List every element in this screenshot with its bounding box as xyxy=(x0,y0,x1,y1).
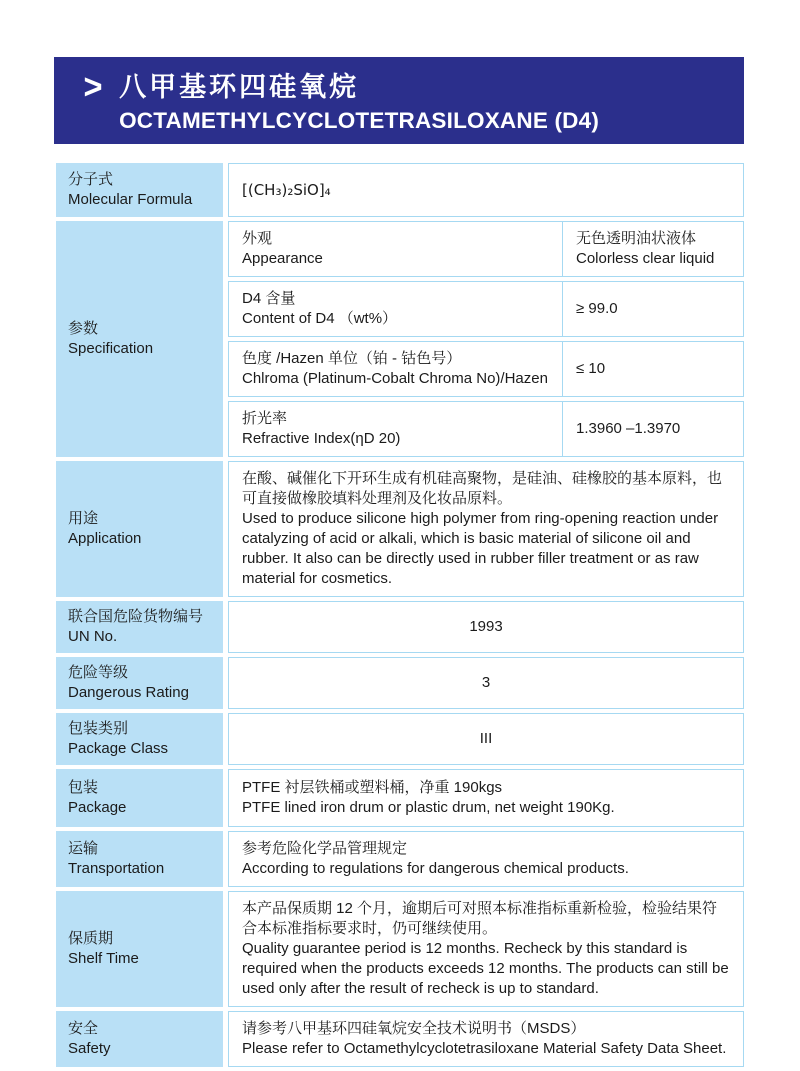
un-no-text: 1993 xyxy=(469,618,503,635)
product-title-banner xyxy=(54,57,744,144)
row-application xyxy=(56,461,744,597)
label-zh: 包装 xyxy=(68,779,99,796)
spec-name-chroma xyxy=(229,342,562,396)
transportation-text-zh: 参考危险化学品管理规定 xyxy=(242,840,408,857)
spec-value-text: ≤ 10 xyxy=(576,360,606,377)
label-zh: 参数 xyxy=(68,320,99,337)
value-shelf-time xyxy=(228,891,744,1007)
spec-value-text: ≥ 99.0 xyxy=(576,300,618,317)
spec-name-d4-content xyxy=(229,282,562,336)
label-package-class xyxy=(56,713,223,765)
label-zh: 安全 xyxy=(68,1020,99,1037)
spec-value-en: Colorless clear liquid xyxy=(576,250,715,267)
spec-row-refractive-index xyxy=(228,401,744,457)
spec-name-en: Appearance xyxy=(242,250,323,267)
product-title-zh: 八甲基环四硅氧烷 xyxy=(119,72,360,102)
label-en: Safety xyxy=(68,1040,111,1057)
label-transportation xyxy=(56,831,223,887)
spec-row-d4-content xyxy=(228,281,744,337)
label-en: Package xyxy=(68,799,127,816)
value-safety xyxy=(228,1011,744,1067)
package-text-en: PTFE lined iron drum or plastic drum, net weight 190Kg. xyxy=(242,799,615,816)
value-transportation xyxy=(228,831,744,887)
spec-row-chroma xyxy=(228,341,744,397)
value-un-no xyxy=(228,601,744,653)
spec-name-en: Refractive Index(ηD 20) xyxy=(242,430,401,447)
molecular-formula-text: [(CH₃)₂SiO]₄ xyxy=(242,181,331,199)
application-text-en: Used to produce silicone high polymer from ring-opening reaction under catalyzing of acid or alkali, which is basic material of silicone oil and rubber. It also can be directly used in rubber filler treatment or as raw material for cosmetics. xyxy=(242,510,719,587)
spec-name-zh: 外观 xyxy=(242,230,273,247)
specification-rows xyxy=(228,221,744,457)
label-shelf-time xyxy=(56,891,223,1007)
label-safety xyxy=(56,1011,223,1067)
spec-name-appearance xyxy=(229,222,562,276)
value-molecular-formula xyxy=(228,163,744,217)
spec-name-zh: 折光率 xyxy=(242,410,288,427)
label-en: Package Class xyxy=(68,740,169,757)
spec-name-en: Content of D4 （wt%） xyxy=(242,310,398,327)
spec-value-appearance xyxy=(562,222,743,276)
dangerous-rating-text: 3 xyxy=(481,674,491,691)
row-dangerous-rating xyxy=(56,657,744,709)
spec-row-appearance xyxy=(228,221,744,277)
product-title-en: OCTAMETHYLCYCLOTETRASILOXANE (D4) xyxy=(119,108,600,133)
spec-value-chroma xyxy=(562,342,743,396)
spec-value-refractive-index xyxy=(562,402,743,456)
label-zh: 危险等级 xyxy=(68,664,129,681)
value-dangerous-rating xyxy=(228,657,744,709)
row-package xyxy=(56,769,744,827)
row-shelf-time xyxy=(56,891,744,1007)
spec-name-zh: D4 含量 xyxy=(242,290,296,307)
label-package xyxy=(56,769,223,827)
spec-table xyxy=(56,163,744,1071)
application-text-zh: 在酸、碱催化下开环生成有机硅高聚物，是硅油、硅橡胶的基本原料，也可直接做橡胶填料处理剂及化妆品原料。 xyxy=(242,470,723,507)
row-specification xyxy=(56,221,744,457)
label-molecular-formula xyxy=(56,163,223,217)
label-en: Transportation xyxy=(68,860,165,877)
safety-text-en: Please refer to Octamethylcyclotetrasiloxane Material Safety Data Sheet. xyxy=(242,1040,727,1057)
row-package-class xyxy=(56,713,744,765)
label-zh: 分子式 xyxy=(68,171,114,188)
label-en: Specification xyxy=(68,340,154,357)
label-en: Shelf Time xyxy=(68,950,139,967)
transportation-text-en: According to regulations for dangerous chemical products. xyxy=(242,860,629,877)
row-un-no xyxy=(56,601,744,653)
chevron-right-icon: > xyxy=(83,66,103,107)
spec-name-zh: 色度 /Hazen 单位（铂 - 钴色号） xyxy=(242,350,462,367)
label-en: UN No. xyxy=(68,628,118,645)
label-un-no xyxy=(56,601,223,653)
label-zh: 运输 xyxy=(68,840,99,857)
product-titles xyxy=(119,68,599,136)
label-en: Dangerous Rating xyxy=(68,684,189,701)
spec-value-d4-content xyxy=(562,282,743,336)
spec-value-zh: 无色透明油状液体 xyxy=(576,230,697,247)
shelf-time-text-en: Quality guarantee period is 12 months. Recheck by this standard is required when the products exceeds 12 months. The products can still be used only after the result of recheck is up to standard. xyxy=(242,940,729,997)
row-transportation xyxy=(56,831,744,887)
label-dangerous-rating xyxy=(56,657,223,709)
spec-value-text: 1.3960 –1.3970 xyxy=(576,420,681,437)
label-en: Molecular Formula xyxy=(68,191,193,208)
spec-name-en: Chlroma (Platinum-Cobalt Chroma No)/Hazen xyxy=(242,370,548,387)
label-zh: 保质期 xyxy=(68,930,114,947)
row-safety xyxy=(56,1011,744,1067)
label-zh: 联合国危险货物编号 xyxy=(68,608,204,625)
safety-text-zh: 请参考八甲基环四硅氧烷安全技术说明书（MSDS） xyxy=(242,1020,586,1037)
package-class-text: III xyxy=(479,730,493,747)
package-text-zh: PTFE 衬层铁桶或塑料桶，净重 190kgs xyxy=(242,779,503,796)
label-application xyxy=(56,461,223,597)
label-zh: 包装类别 xyxy=(68,720,129,737)
shelf-time-text-zh: 本产品保质期 12 个月，逾期后可对照本标准指标重新检验，检验结果符合本标准指标要求时，仍可继续使用。 xyxy=(242,900,718,937)
value-application xyxy=(228,461,744,597)
label-specification xyxy=(56,221,223,457)
label-zh: 用途 xyxy=(68,510,99,527)
row-molecular-formula xyxy=(56,163,744,217)
value-package xyxy=(228,769,744,827)
label-en: Application xyxy=(68,530,142,547)
value-package-class xyxy=(228,713,744,765)
spec-name-refractive-index xyxy=(229,402,562,456)
